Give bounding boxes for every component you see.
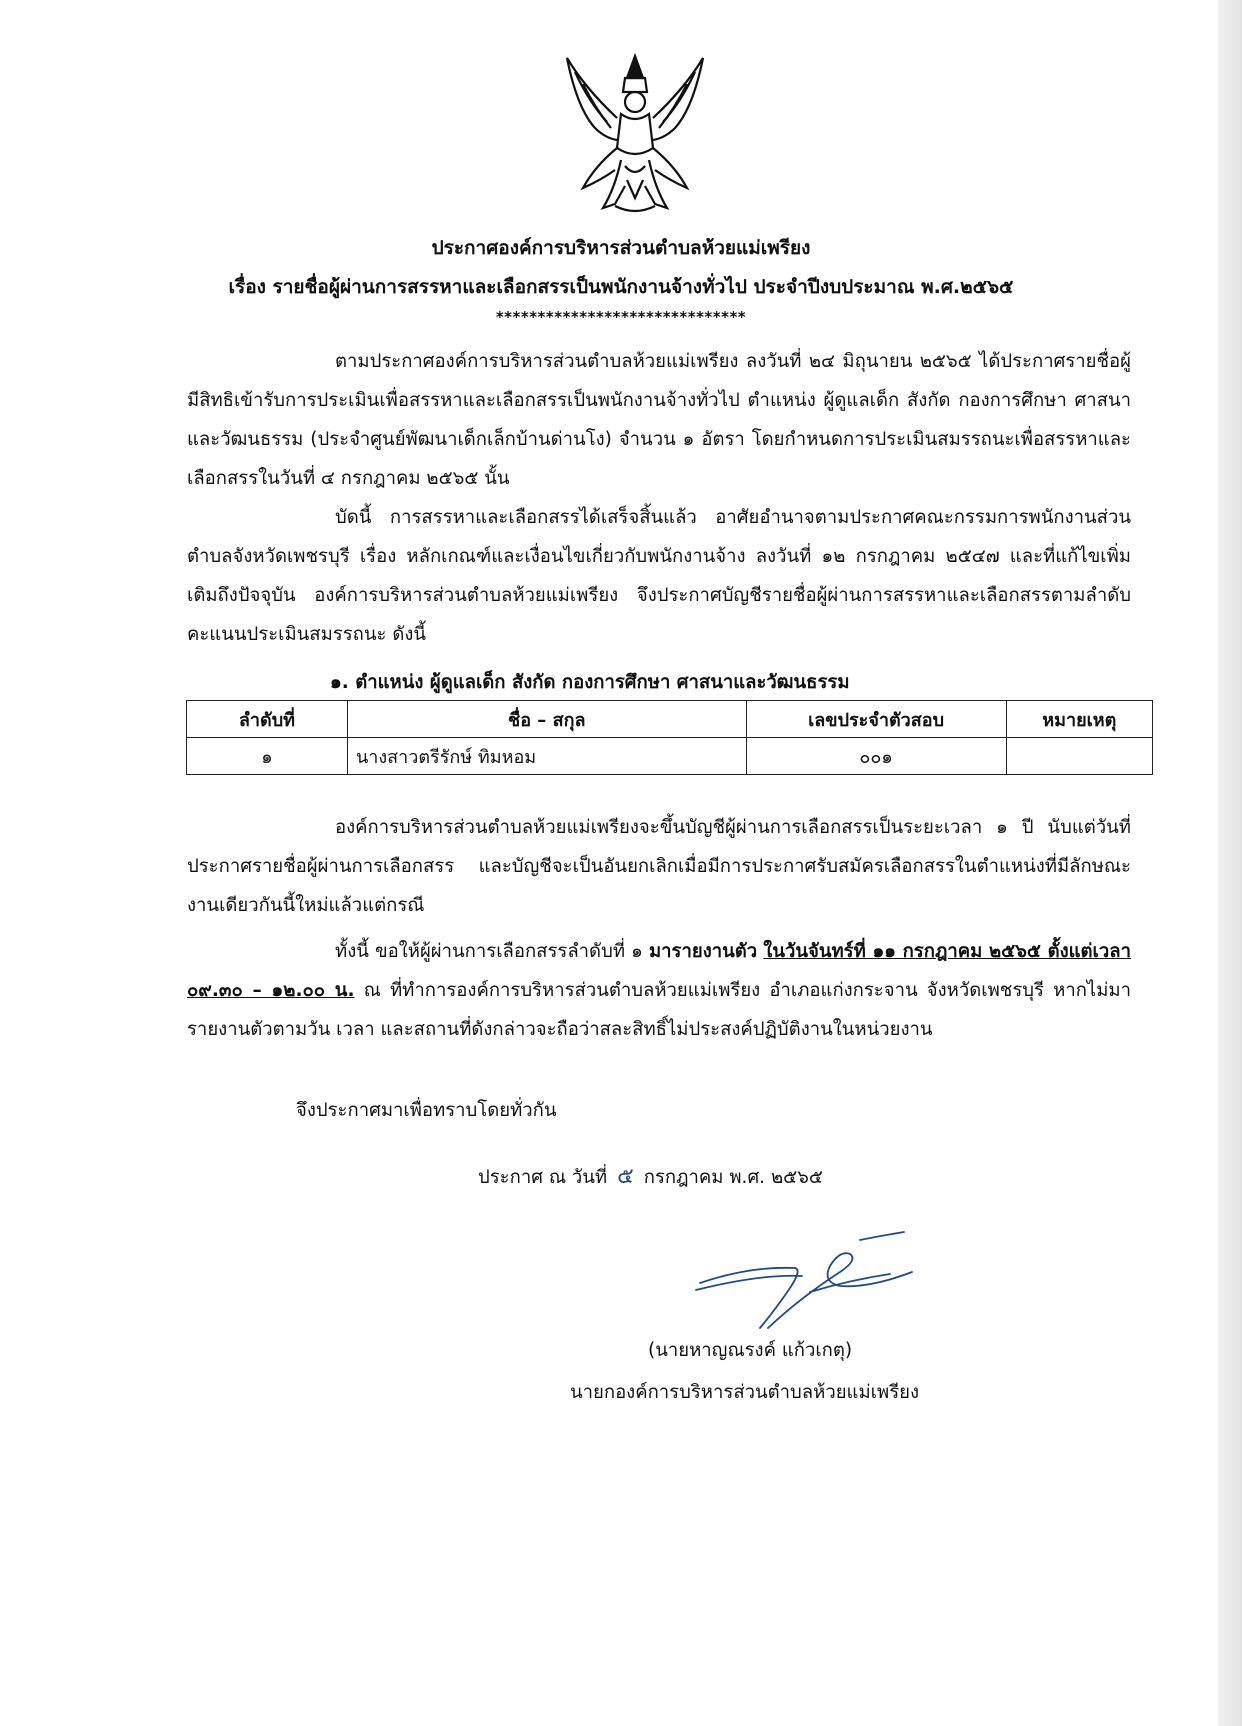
paragraph-4-text-a: ทั้งนี้ ขอให้ผู้ผ่านการเลือกสรรลำดับที่ ๑ bbox=[335, 941, 649, 962]
cell-remark bbox=[1006, 738, 1152, 775]
paragraph-1-text: ตามประกาศองค์การบริหารส่วนตำบลห้วยแม่เพรียง ลงวันที่ ๒๔ มิถุนายน ๒๕๖๕ ได้ประกาศรายชื่อผู้มีสิทธิเข้ารับการประเมินเพื่อสรรหาและเลือกสรรเป็นพนักงานจ้างทั่วไป ตำแหน่ง ผู้ดูแลเด็ก สังกัด กองการศึกษา ศาสนาและวัฒนธรรม (ประจำศูนย์พัฒนาเด็กเล็กบ้านด่านโง) จำนวน ๑ อัตรา โดยกำหนดการประเมินสมรรถนะเพื่อสรรหาและเลือกสรรในวันที่ ๔ กรกฎาคม ๒๕๖๕ นั้น bbox=[187, 351, 1131, 489]
paragraph-4-text-b: ณ ที่ทำการองค์การบริหารส่วนตำบลห้วยแม่เพรียง อำเภอแก่งกระจาน จังหวัดเพชรบุรี หากไม่มารายงานตัวตามวัน เวลา และสถานที่ดังกล่าวจะถือว่าสละสิทธิ์ไม่ประสงค์ปฏิบัติงานในหน่วยงาน bbox=[187, 980, 1131, 1040]
cell-exam-id: ๐๐๑ bbox=[746, 738, 1006, 775]
report-date-time: ในวันจันทร์ที่ ๑๑ กรกฎาคม ๒๕๖๕ ตั้งแต่เวลา ๐๙.๓๐ – ๑๒.๐๐ น. bbox=[187, 941, 1131, 1001]
announce-suffix: กรกฎาคม พ.ศ. ๒๕๖๕ bbox=[643, 1167, 823, 1188]
paragraph-4 bbox=[187, 932, 1131, 1049]
cell-name: นางสาวตรีรักษ์ ทิมหอม bbox=[347, 738, 746, 775]
report-phrase: มารายงานตัว bbox=[648, 941, 758, 962]
paragraph-3-text: องค์การบริหารส่วนตำบลห้วยแม่เพรียงจะขึ้นบัญชีผู้ผ่านการเลือกสรรเป็นระยะเวลา ๑ ปี นับแต่วันที่ประกาศรายชื่อผู้ผ่านการเลือกสรร และบัญชีจะเป็นอันยกเลิกเมื่อมีการประกาศรับสมัครเลือกสรรในตำแหน่งที่มีลักษณะงานเดียวกันนี้ใหม่แล้วแต่กรณี bbox=[187, 817, 1131, 916]
page-edge bbox=[1218, 0, 1242, 1726]
table-header-row bbox=[187, 701, 1153, 738]
header-remark: หมายเหตุ bbox=[1006, 701, 1152, 738]
paragraph-2 bbox=[187, 498, 1131, 654]
announce-day: ๕ bbox=[617, 1164, 634, 1189]
header-exam-id: เลขประจำตัวสอบ bbox=[746, 701, 1006, 738]
announce-prefix: ประกาศ ณ วันที่ bbox=[478, 1167, 608, 1188]
signer-name: (นายหาญณรงค์ แก้วเกตุ) bbox=[648, 1340, 853, 1361]
paragraph-3 bbox=[187, 808, 1131, 925]
results-table bbox=[186, 700, 1153, 775]
paragraph-2-text: บัดนี้ การสรรหาและเลือกสรรได้เสร็จสิ้นแล้ว อาศัยอำนาจตามประกาศคณะกรรมการพนักงานส่วนตำบลจังหวัดเพชรบุรี เรื่อง หลักเกณฑ์และเงื่อนไขเกี่ยวกับพนักงานจ้าง ลงวันที่ ๑๒ กรกฎาคม ๒๕๔๗ และที่แก้ไขเพิ่มเติมถึงปัจจุบัน องค์การบริหารส่วนตำบลห้วยแม่เพรียง จึงประกาศบัญชีรายชื่อผู้ผ่านการสรรหาและเลือกสรรตามลำดับคะแนนประเมินสมรรถนะ ดังนี้ bbox=[187, 507, 1131, 645]
announcement-date bbox=[478, 1158, 823, 1193]
separator: ****************************** bbox=[495, 308, 747, 326]
signer-title: นายกองค์การบริหารส่วนตำบลห้วยแม่เพรียง bbox=[570, 1382, 919, 1403]
cell-order: ๑ bbox=[187, 738, 348, 775]
closing-line: จึงประกาศมาเพื่อทราบโดยทั่วกัน bbox=[296, 1100, 557, 1121]
header-name: ชื่อ – สกุล bbox=[347, 701, 746, 738]
announcement-subject: เรื่อง รายชื่อผู้ผ่านการสรรหาและเลือกสรรเป็นพนักงานจ้างทั่วไป ประจำปีงบประมาณ พ.ศ.๒๕๖๕ bbox=[228, 276, 1014, 298]
section-heading: ๑. ตำแหน่ง ผู้ดูแลเด็ก สังกัด กองการศึกษา ศาสนาและวัฒนธรรม bbox=[330, 672, 850, 693]
table-row bbox=[187, 738, 1153, 775]
handwritten-signature bbox=[690, 1228, 920, 1338]
garuda-emblem-icon bbox=[555, 48, 715, 218]
header-order: ลำดับที่ bbox=[187, 701, 348, 738]
paragraph-1 bbox=[187, 342, 1131, 498]
announcement-title: ประกาศองค์การบริหารส่วนตำบลห้วยแม่เพรียง bbox=[431, 237, 811, 259]
